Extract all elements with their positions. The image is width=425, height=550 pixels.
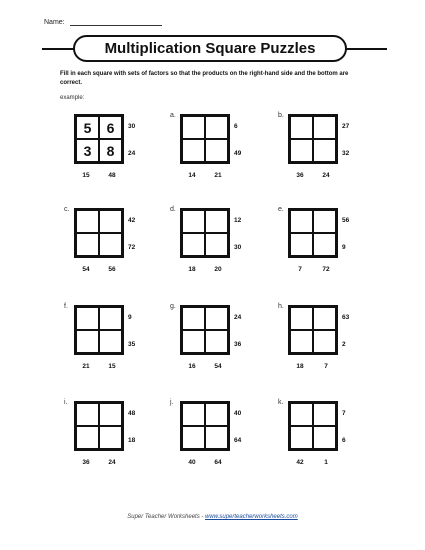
row-product: 72: [128, 244, 136, 251]
puzzle-cell[interactable]: 8: [99, 139, 122, 162]
column-product: 15: [108, 363, 116, 370]
row-product: 63: [342, 314, 350, 321]
row-product: 36: [234, 341, 242, 348]
row-product: 12: [234, 217, 242, 224]
puzzle-e: [278, 206, 388, 298]
puzzle-cell[interactable]: [182, 139, 205, 162]
row-product: 42: [128, 217, 136, 224]
row-product: 7: [342, 410, 346, 417]
puzzle-cell[interactable]: [290, 233, 313, 256]
puzzle-cell[interactable]: [290, 426, 313, 449]
puzzle-label: k.: [278, 399, 284, 406]
puzzle-cell[interactable]: [205, 233, 228, 256]
column-product: 18: [296, 363, 304, 370]
column-product: 24: [108, 459, 116, 466]
puzzle-cell[interactable]: [76, 307, 99, 330]
puzzle-h: [278, 303, 388, 395]
row-product: 40: [234, 410, 242, 417]
puzzle-cell[interactable]: [205, 330, 228, 353]
puzzle-cell[interactable]: [313, 233, 336, 256]
column-product: 14: [188, 172, 196, 179]
puzzle-cell[interactable]: [205, 139, 228, 162]
puzzle-label: i.: [64, 399, 68, 406]
puzzle-cell[interactable]: 5: [76, 116, 99, 139]
column-product: 21: [82, 363, 90, 370]
column-product: 7: [298, 266, 302, 273]
column-product: 56: [108, 266, 116, 273]
column-product: 36: [296, 172, 304, 179]
puzzle-cell[interactable]: [76, 210, 99, 233]
page-title: Multiplication Square Puzzles: [73, 35, 347, 62]
row-product: 49: [234, 150, 242, 157]
footer-link[interactable]: www.superteacherworksheets.com: [205, 514, 298, 520]
puzzle-cell[interactable]: [76, 403, 99, 426]
puzzle-cell[interactable]: [76, 233, 99, 256]
puzzle-grid: [74, 114, 124, 164]
puzzle-grid: [288, 305, 338, 355]
column-product: 24: [322, 172, 330, 179]
puzzle-cell[interactable]: [182, 307, 205, 330]
title-bar: [42, 35, 387, 62]
puzzle-cell[interactable]: [99, 210, 122, 233]
puzzle-cell[interactable]: [205, 426, 228, 449]
puzzle-cell[interactable]: [182, 403, 205, 426]
puzzle-cell[interactable]: [205, 210, 228, 233]
row-product: 6: [234, 123, 238, 130]
puzzle-label: e.: [278, 206, 284, 213]
puzzle-cell[interactable]: [290, 116, 313, 139]
column-product: 72: [322, 266, 330, 273]
puzzle-c: [64, 206, 174, 298]
puzzle-label: b.: [278, 112, 284, 119]
row-product: 9: [128, 314, 132, 321]
row-product: 64: [234, 437, 242, 444]
footer-text: Super Teacher Worksheets -: [127, 514, 206, 520]
column-product: 20: [214, 266, 222, 273]
row-product: 56: [342, 217, 350, 224]
puzzle-cell[interactable]: [313, 139, 336, 162]
puzzle-cell[interactable]: [99, 233, 122, 256]
puzzle-a: [170, 112, 280, 204]
puzzle-label: j.: [170, 399, 174, 406]
puzzle-grid: [180, 114, 230, 164]
puzzle-grid: [74, 208, 124, 258]
puzzle-label: h.: [278, 303, 284, 310]
row-product: 9: [342, 244, 346, 251]
column-product: 64: [214, 459, 222, 466]
puzzle-grid: [288, 208, 338, 258]
puzzle-k: [278, 399, 388, 491]
column-product: 1: [324, 459, 328, 466]
puzzle-cell[interactable]: [76, 426, 99, 449]
column-product: 15: [82, 172, 90, 179]
row-product: 27: [342, 123, 350, 130]
puzzle-label: g.: [170, 303, 176, 310]
puzzle-grid: [74, 305, 124, 355]
row-product: 24: [128, 150, 136, 157]
column-product: 7: [324, 363, 328, 370]
puzzle-f: [64, 303, 174, 395]
puzzle-cell[interactable]: 6: [99, 116, 122, 139]
puzzle-cell[interactable]: [313, 116, 336, 139]
puzzle-cell[interactable]: [290, 210, 313, 233]
column-product: 54: [82, 266, 90, 273]
row-product: 30: [128, 123, 136, 130]
column-product: 36: [82, 459, 90, 466]
puzzle-cell[interactable]: [290, 330, 313, 353]
puzzle-cell[interactable]: [182, 210, 205, 233]
puzzle-cell[interactable]: [290, 139, 313, 162]
column-product: 42: [296, 459, 304, 466]
row-product: 35: [128, 341, 136, 348]
puzzle-grid: [180, 305, 230, 355]
puzzle-cell[interactable]: [99, 330, 122, 353]
puzzle-grid: [288, 401, 338, 451]
puzzle-cell[interactable]: [76, 330, 99, 353]
row-product: 6: [342, 437, 346, 444]
puzzle-cell[interactable]: [182, 116, 205, 139]
column-product: 16: [188, 363, 196, 370]
puzzle-j: [170, 399, 280, 491]
puzzle-cell[interactable]: [205, 116, 228, 139]
puzzle-cell[interactable]: [205, 403, 228, 426]
puzzle-cell[interactable]: [182, 426, 205, 449]
puzzle-cell[interactable]: [99, 307, 122, 330]
instructions: Fill in each square with sets of factors so that the products on the right-hand side and the bottom are correct.: [60, 71, 349, 86]
column-product: 48: [108, 172, 116, 179]
puzzle-cell[interactable]: [182, 233, 205, 256]
column-product: 54: [214, 363, 222, 370]
puzzle-cell[interactable]: [313, 330, 336, 353]
puzzle-grid: [74, 401, 124, 451]
puzzle-example: [74, 114, 174, 204]
puzzle-cell[interactable]: [290, 403, 313, 426]
example-label: example:: [60, 95, 85, 101]
puzzle-grid: [180, 208, 230, 258]
puzzle-cell[interactable]: [290, 307, 313, 330]
puzzle-label: d.: [170, 206, 176, 213]
puzzle-cell[interactable]: 3: [76, 139, 99, 162]
puzzle-cell[interactable]: [313, 403, 336, 426]
puzzle-cell[interactable]: [99, 426, 122, 449]
name-row: [44, 18, 162, 26]
puzzle-grid: [288, 114, 338, 164]
puzzle-cell[interactable]: [99, 403, 122, 426]
name-field[interactable]: [70, 18, 162, 26]
footer: [0, 514, 425, 520]
puzzle-cell[interactable]: [205, 307, 228, 330]
puzzle-label: c.: [64, 206, 70, 213]
puzzle-d: [170, 206, 280, 298]
puzzle-cell[interactable]: [313, 210, 336, 233]
column-product: 40: [188, 459, 196, 466]
column-product: 21: [214, 172, 222, 179]
puzzle-grid: [180, 401, 230, 451]
puzzle-label: f.: [64, 303, 68, 310]
row-product: 24: [234, 314, 242, 321]
row-product: 30: [234, 244, 242, 251]
name-label: Name:: [44, 19, 65, 26]
row-product: 48: [128, 410, 136, 417]
row-product: 2: [342, 341, 346, 348]
row-product: 18: [128, 437, 136, 444]
puzzle-g: [170, 303, 280, 395]
puzzle-cell[interactable]: [313, 307, 336, 330]
puzzle-i: [64, 399, 174, 491]
puzzle-b: [278, 112, 388, 204]
puzzle-cell[interactable]: [313, 426, 336, 449]
row-product: 32: [342, 150, 350, 157]
column-product: 18: [188, 266, 196, 273]
puzzle-label: a.: [170, 112, 176, 119]
puzzle-cell[interactable]: [182, 330, 205, 353]
